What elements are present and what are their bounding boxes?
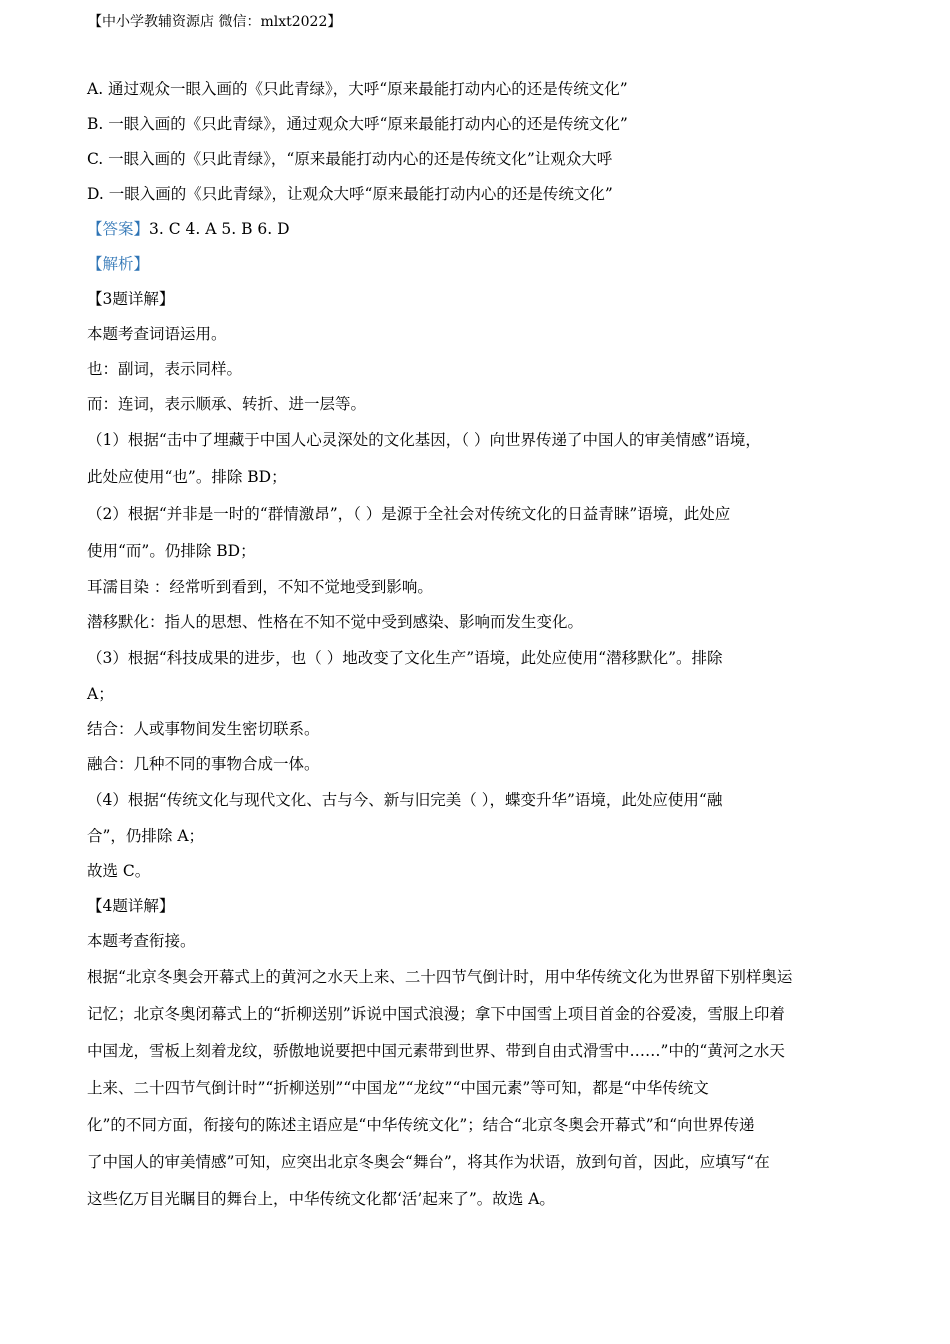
q4-line: 根据“北京冬奥会开幕式上的黄河之水天上来、二十四节气倒计时，用中华传统文化为世界留下别样奥运 xyxy=(87,968,793,986)
q3-line: 合”，仍排除 A； xyxy=(87,827,205,845)
option-a: A. 通过观众一眼入画的《只此青绿》，大呼“原来最能打动内心的还是传统文化” xyxy=(87,80,628,98)
q3-line: （2）根据“并非是一时的“群情激昂”，（ ）是源于全社会对传统文化的日益青睐”语境，此处应 xyxy=(87,505,731,523)
q4-line: 中国龙，雪板上刻着龙纹，骄傲地说要把中国元素带到世界、带到自由式滑雪中……”中的“黄河之水天 xyxy=(87,1042,785,1060)
answer-line xyxy=(87,212,877,247)
option-d: D. 一眼入画的《只此青绿》，让观众大呼“原来最能打动内心的还是传统文化” xyxy=(87,185,613,203)
answer-tag: 【答案】 xyxy=(87,220,150,238)
q4-line: 记忆；北京冬奥闭幕式上的“折柳送别”诉说中国式浪漫；拿下中国雪上项目首金的谷爱凌，雪服上印着 xyxy=(87,1005,785,1023)
q3-line: 此处应使用“也”。排除 BD； xyxy=(87,468,287,486)
option-c: C. 一眼入画的《只此青绿》，“原来最能打动内心的还是传统文化”让观众大呼 xyxy=(87,150,613,168)
q3-line: 结合：人或事物间发生密切联系。 xyxy=(87,720,320,738)
q3-line: 使用“而”。仍排除 BD； xyxy=(87,542,256,560)
q3-line: （4）根据“传统文化与现代文化、古与今、新与旧完美（ ），蝶变升华”语境，此处应使用“融 xyxy=(87,791,723,809)
q3-line: 故选 C。 xyxy=(87,862,151,880)
q3-title: 【3题详解】 xyxy=(87,290,175,308)
q4-line: 化”的不同方面，衔接句的陈述主语应是“中华传统文化”；结合“北京冬奥会开幕式”和“向世界传递 xyxy=(87,1116,755,1134)
q3-line: A； xyxy=(87,685,114,703)
q4-line: 本题考查衔接。 xyxy=(87,932,196,950)
q3-line: 耳濡目染 ：经常听到看到，不知不觉地受到影响。 xyxy=(87,578,433,596)
q3-line: 也：副词，表示同样。 xyxy=(87,360,243,378)
option-b: B. 一眼入画的《只此青绿》，通过观众大呼“原来最能打动内心的还是传统文化” xyxy=(87,115,628,133)
q3-line: 潜移默化：指人的思想、性格在不知不觉中受到感染、影响而发生变化。 xyxy=(87,613,584,631)
document-body xyxy=(87,72,877,1218)
q3-line: 本题考查词语运用。 xyxy=(87,325,227,343)
q4-line: 上来、二十四节气倒计时”“折柳送别”“中国龙”“龙纹”“中国元素”等可知，都是“中华传统文 xyxy=(87,1079,709,1097)
q3-line: 而：连词，表示顺承、转折、进一层等。 xyxy=(87,395,367,413)
q3-line: 融合：几种不同的事物合成一体。 xyxy=(87,755,320,773)
q3-line: （1）根据“击中了埋藏于中国人心灵深处的文化基因，（ ）向世界传递了中国人的审美情感”语境， xyxy=(87,431,761,449)
answer-text: 3. C 4. A 5. B 6. D xyxy=(149,220,290,238)
q4-line: 这些亿万目光瞩目的舞台上，中华传统文化都‘活’起来了”。故选 A。 xyxy=(87,1190,555,1208)
analysis-tag: 【解析】 xyxy=(87,255,150,273)
q4-line: 了中国人的审美情感”可知，应突出北京冬奥会“舞台”，将其作为状语，放到句首，因此，应填写“在 xyxy=(87,1153,770,1171)
q3-line: （3）根据“科技成果的进步，也（ ）地改变了文化生产”语境，此处应使用“潜移默化”。排除 xyxy=(87,649,723,667)
q4-title: 【4题详解】 xyxy=(87,897,175,915)
page-header: 【中小学教辅资源店 微信：mlxt2022】 xyxy=(88,14,342,30)
